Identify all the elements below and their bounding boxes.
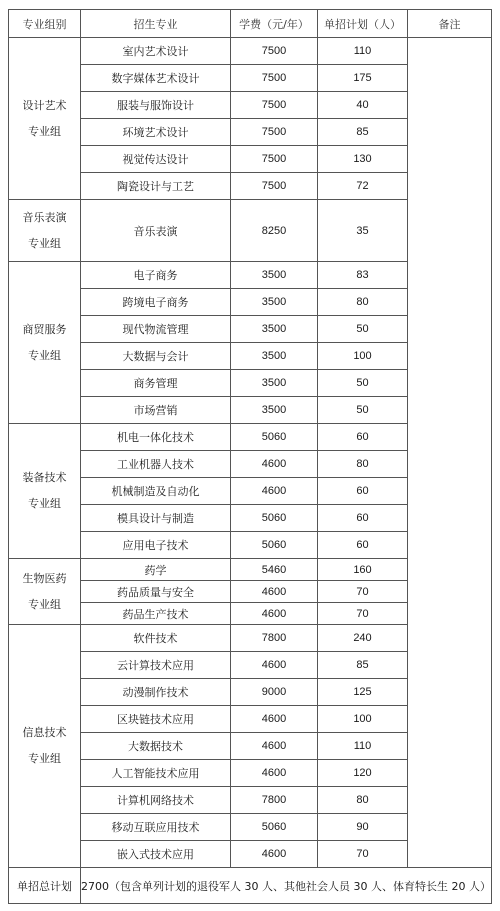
fee-cell: 4600 [231,652,318,679]
plan-cell: 240 [318,625,408,652]
group-suffix: 专业组 [28,124,61,138]
major-cell: 区块链技术应用 [81,706,231,733]
plan-cell: 110 [318,733,408,760]
table-row [9,38,492,65]
major-cell: 服装与服饰设计 [81,92,231,119]
plan-cell: 60 [318,424,408,451]
major-cell: 工业机器人技术 [81,451,231,478]
group-name: 信息技术 [22,726,67,739]
major-cell: 市场营销 [81,397,231,424]
plan-cell: 80 [318,451,408,478]
major-cell: 计算机网络技术 [81,787,231,814]
header-major: 招生专业 [81,10,231,38]
enrollment-plan-table [8,9,492,904]
fee-cell: 3500 [231,262,318,289]
fee-cell: 7800 [231,787,318,814]
plan-cell: 175 [318,65,408,92]
group-name-cell [9,625,81,868]
plan-cell: 60 [318,478,408,505]
plan-cell: 100 [318,343,408,370]
fee-cell: 7500 [231,92,318,119]
fee-cell: 7500 [231,38,318,65]
plan-cell: 35 [318,200,408,262]
header-note: 备注 [408,10,492,38]
enrollment-plan-sheet [8,9,492,904]
major-cell: 大数据技术 [81,733,231,760]
group-name: 商贸服务 [22,322,67,336]
major-cell: 应用电子技术 [81,532,231,559]
plan-cell: 85 [318,652,408,679]
plan-cell: 100 [318,706,408,733]
group-name-cell [9,200,81,262]
major-cell: 数字媒体艺术设计 [81,65,231,92]
fee-cell: 4600 [231,706,318,733]
plan-cell: 50 [318,397,408,424]
major-cell: 音乐表演 [81,200,231,262]
major-cell: 人工智能技术应用 [81,760,231,787]
major-cell: 嵌入式技术应用 [81,841,231,868]
major-cell: 软件技术 [81,625,231,652]
header-row [9,10,492,38]
fee-cell: 3500 [231,316,318,343]
header-group: 专业组别 [9,10,81,38]
plan-cell: 110 [318,38,408,65]
fee-cell: 5060 [231,424,318,451]
major-cell: 机电一体化技术 [81,424,231,451]
total-row [9,868,492,904]
fee-cell: 4600 [231,603,318,625]
note-cell [408,38,492,868]
fee-cell: 3500 [231,370,318,397]
major-cell: 云计算技术应用 [81,652,231,679]
fee-cell: 3500 [231,343,318,370]
major-cell: 环境艺术设计 [81,119,231,146]
major-cell: 药品质量与安全 [81,581,231,603]
fee-cell: 7500 [231,146,318,173]
group-name: 生物医药 [22,571,67,585]
group-name: 装备技术 [22,471,67,484]
plan-cell: 70 [318,603,408,625]
major-cell: 药品生产技术 [81,603,231,625]
plan-cell: 83 [318,262,408,289]
plan-cell: 80 [318,787,408,814]
plan-cell: 125 [318,679,408,706]
plan-cell: 85 [318,119,408,146]
plan-cell: 60 [318,532,408,559]
fee-cell: 4600 [231,841,318,868]
group-name-cell [9,559,81,625]
group-suffix: 专业组 [28,236,61,250]
group-suffix: 专业组 [28,497,61,510]
fee-cell: 7800 [231,625,318,652]
major-cell: 机械制造及自动化 [81,478,231,505]
major-cell: 商务管理 [81,370,231,397]
fee-cell: 7500 [231,65,318,92]
fee-cell: 4600 [231,451,318,478]
major-cell: 陶瓷设计与工艺 [81,173,231,200]
plan-cell: 120 [318,760,408,787]
group-suffix: 专业组 [28,348,61,362]
group-suffix: 专业组 [28,752,61,765]
fee-cell: 3500 [231,397,318,424]
fee-cell: 5060 [231,814,318,841]
major-cell: 药学 [81,559,231,581]
group-name: 设计艺术 [22,98,67,112]
plan-cell: 130 [318,146,408,173]
fee-cell: 9000 [231,679,318,706]
major-cell: 现代物流管理 [81,316,231,343]
fee-cell: 4600 [231,760,318,787]
total-text: 2700（包含单列计划的退役军人 30 人、其他社会人员 30 人、体育特长生 20 人） [81,868,492,904]
group-name: 音乐表演 [22,210,67,224]
group-name-cell [9,38,81,200]
major-cell: 动漫制作技术 [81,679,231,706]
plan-cell: 90 [318,814,408,841]
plan-cell: 60 [318,505,408,532]
header-plan: 单招计划（人） [318,10,408,38]
plan-cell: 70 [318,841,408,868]
plan-cell: 50 [318,370,408,397]
major-cell: 电子商务 [81,262,231,289]
major-cell: 模具设计与制造 [81,505,231,532]
major-cell: 视觉传达设计 [81,146,231,173]
fee-cell: 8250 [231,200,318,262]
fee-cell: 3500 [231,289,318,316]
fee-cell: 4600 [231,581,318,603]
plan-cell: 72 [318,173,408,200]
total-label: 单招总计划 [9,868,81,904]
group-suffix: 专业组 [28,597,61,611]
fee-cell: 7500 [231,173,318,200]
plan-cell: 80 [318,289,408,316]
fee-cell: 5060 [231,532,318,559]
fee-cell: 7500 [231,119,318,146]
header-fee: 学费（元/年） [231,10,318,38]
major-cell: 跨境电子商务 [81,289,231,316]
plan-cell: 160 [318,559,408,581]
table-body [9,38,492,904]
fee-cell: 4600 [231,733,318,760]
major-cell: 大数据与会计 [81,343,231,370]
major-cell: 室内艺术设计 [81,38,231,65]
fee-cell: 5060 [231,505,318,532]
plan-cell: 70 [318,581,408,603]
plan-cell: 50 [318,316,408,343]
fee-cell: 4600 [231,478,318,505]
group-name-cell [9,424,81,559]
major-cell: 移动互联应用技术 [81,814,231,841]
group-name-cell [9,262,81,424]
fee-cell: 5460 [231,559,318,581]
plan-cell: 40 [318,92,408,119]
